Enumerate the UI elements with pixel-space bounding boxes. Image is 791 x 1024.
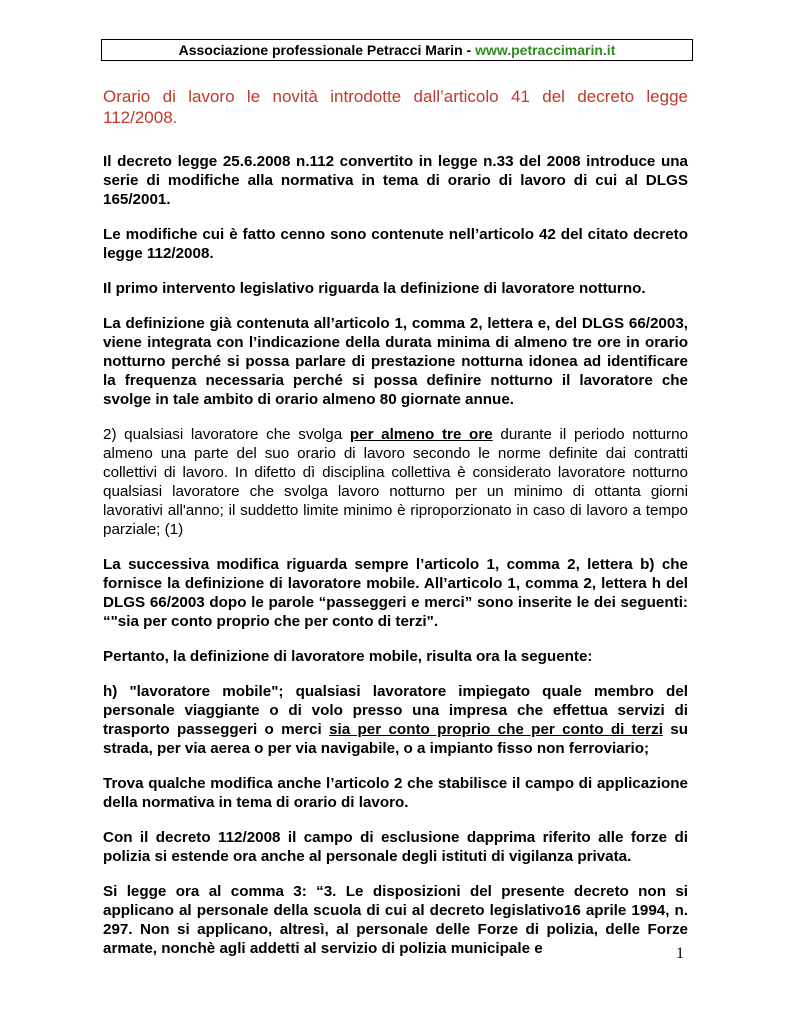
paragraph-5-end: durante il periodo notturno almeno una parte del suo orario di lavoro secondo le norme definite dai contratti collettivi di lavoro. In difetto dì disciplina collettiva è considerato lavoratore notturno qualsiasi lavoratore che svolga lavoro notturno per un minimo di ottanta giorni lavorativi all'anno; il suddetto limite minimo è riproporzionato in caso di lavoro a tempo parziale; (1) <box>103 426 689 538</box>
paragraph-1: Il decreto legge 25.6.2008 n.112 convertito in legge n.33 del 2008 introduce una serie di modifiche alla normativa in tema di orario di lavoro di cui al DLGS 165/2001. <box>103 153 688 208</box>
paragraph-8 <box>103 682 688 758</box>
page-number: 1 <box>676 945 684 962</box>
document-title: Orario di lavoro le novità introdotte dall’articolo 41 del decreto legge 112/2008. <box>103 87 688 127</box>
document-body <box>103 86 688 974</box>
paragraph-8-start: h) "lavoratore mobile"; qualsiasi lavoratore impiegato quale membro del personale viaggiante o di volo presso una impresa che effettua servizi di trasporto passeggeri o merci <box>103 683 688 738</box>
page-header <box>101 39 693 61</box>
paragraph-7: Pertanto, la definizione di lavoratore mobile, risulta ora la seguente: <box>103 648 593 665</box>
paragraph-5 <box>103 425 688 539</box>
paragraph-11: Si legge ora al comma 3: “3. Le disposizioni del presente decreto non si applicano al personale della scuola di cui al decreto legislativo16 aprile 1994, n. 297. Non si applicano, altresì, al personale delle Forze di polizia, delle Forze armate, nonchè agli addetti al servizio di polizia municipale e <box>103 883 688 957</box>
paragraph-8-underlined: sia per conto proprio che per conto di terzi <box>329 721 663 738</box>
paragraph-3: Il primo intervento legislativo riguarda la definizione di lavoratore notturno. <box>103 280 646 297</box>
paragraph-6: La successiva modifica riguarda sempre l’articolo 1, comma 2, lettera b) che fornisce la definizione di lavoratore mobile. All’articolo 1, comma 2, lettera h del DLGS 66/2003 dopo le parole “passeggeri e merci” sono inserite le dei seguenti: “"sia per conto proprio che per conto di terzi". <box>103 556 688 630</box>
paragraph-8-end: su strada, per via aerea o per via navigabile, o a impianto fisso non ferroviario; <box>103 721 688 757</box>
paragraph-5-underlined: per almeno tre ore <box>349 426 493 443</box>
header-url-link[interactable]: www.petraccimarin.it <box>475 42 616 58</box>
paragraph-9: Trova qualche modifica anche l’articolo 2 che stabilisce il campo di applicazione della normativa in tema di orario di lavoro. <box>103 775 688 811</box>
header-org: Associazione professionale Petracci Marin - <box>178 42 476 58</box>
paragraph-5-start: 2) qualsiasi lavoratore che svolga <box>103 426 350 443</box>
paragraph-4: La definizione già contenuta all’articolo 1, comma 2, lettera e, del DLGS 66/2003, viene integrata con l’indicazione della durata minima di almeno tre ore in orario notturno perché si possa parlare di prestazione notturna idonea ad identificare la frequenza necessaria perché si possa definire notturno il lavoratore che svolge in tale ambito di orario almeno 80 giornate annue. <box>103 315 688 408</box>
paragraph-10: Con il decreto 112/2008 il campo di esclusione dapprima riferito alle forze di polizia si estende ora anche al personale degli istituti di vigilanza privata. <box>103 829 688 865</box>
paragraph-2: Le modifiche cui è fatto cenno sono contenute nell’articolo 42 del citato decreto legge 112/2008. <box>103 226 688 262</box>
